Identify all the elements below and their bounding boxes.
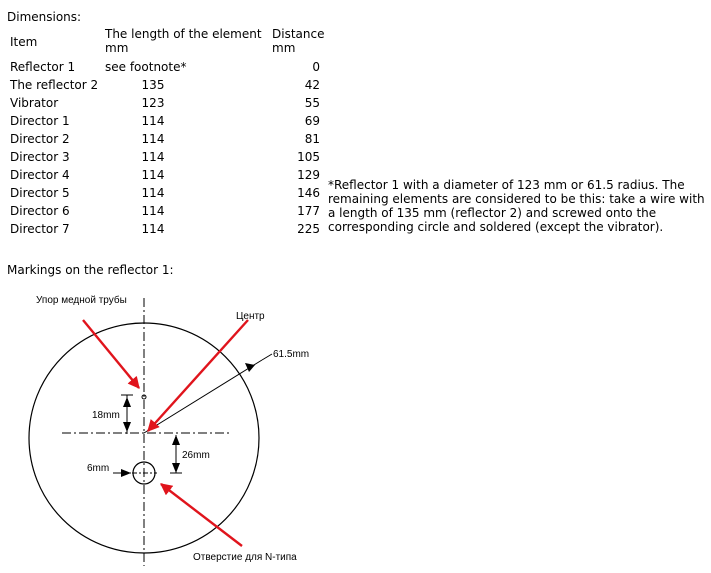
row-length: 114 [141,222,165,236]
row-length: 114 [141,168,165,182]
row-item: Director 5 [10,186,70,200]
row-length: 114 [141,204,165,218]
label-copper-stop: Упор медной трубы [36,295,127,306]
arrow-copper-stop [83,320,139,388]
row-item: Director 4 [10,168,70,182]
row-distance: 0 [312,60,320,74]
row-length: 114 [141,186,165,200]
row-distance: 177 [297,204,320,218]
row-item: Director 6 [10,204,70,218]
row-distance: 146 [297,186,320,200]
row-length: 123 [141,96,165,110]
reflector-marking-diagram [17,286,321,570]
row-distance: 129 [297,168,320,182]
row-item: Director 3 [10,150,70,164]
row-distance: 225 [297,222,320,236]
row-length: 114 [141,114,165,128]
header-distance: Distance [272,27,325,41]
row-distance: 69 [304,114,320,128]
markings-heading: Markings on the reflector 1: [7,263,174,277]
header-length: The length of the element [105,27,262,41]
row-distance: 105 [297,150,320,164]
row-item: Director 1 [10,114,70,128]
row-length: see footnote* [105,60,187,74]
label-18mm: 18mm [92,410,120,421]
row-distance: 42 [304,78,320,92]
header-distance-unit: mm [272,41,296,55]
footnote: *Reflector 1 with a diameter of 123 mm or 61.5 radius. The remaining elements are considered to be this: take a wire with a length of 135 mm (reflector 2) and screwed onto the corresponding circle and soldered (except the vibrator). [328,178,705,234]
header-item: Item [10,35,38,49]
label-center: Центр [236,311,265,322]
dimensions-heading: Dimensions: [7,10,82,24]
row-item: Reflector 1 [10,60,76,74]
label-26mm: 26mm [182,450,210,461]
label-hole: Отверстие для N-типа [193,552,297,563]
header-length-unit: mm [105,41,129,55]
row-distance: 81 [304,132,320,146]
label-radius: 61.5mm [273,349,310,360]
row-length: 114 [141,132,165,146]
row-length: 114 [141,150,165,164]
row-distance: 55 [304,96,320,110]
row-item: Director 2 [10,132,70,146]
label-6mm: 6mm [87,463,110,474]
row-length: 135 [141,78,165,92]
row-item: The reflector 2 [10,78,99,92]
row-item: Vibrator [10,96,59,110]
row-item: Director 7 [10,222,70,236]
